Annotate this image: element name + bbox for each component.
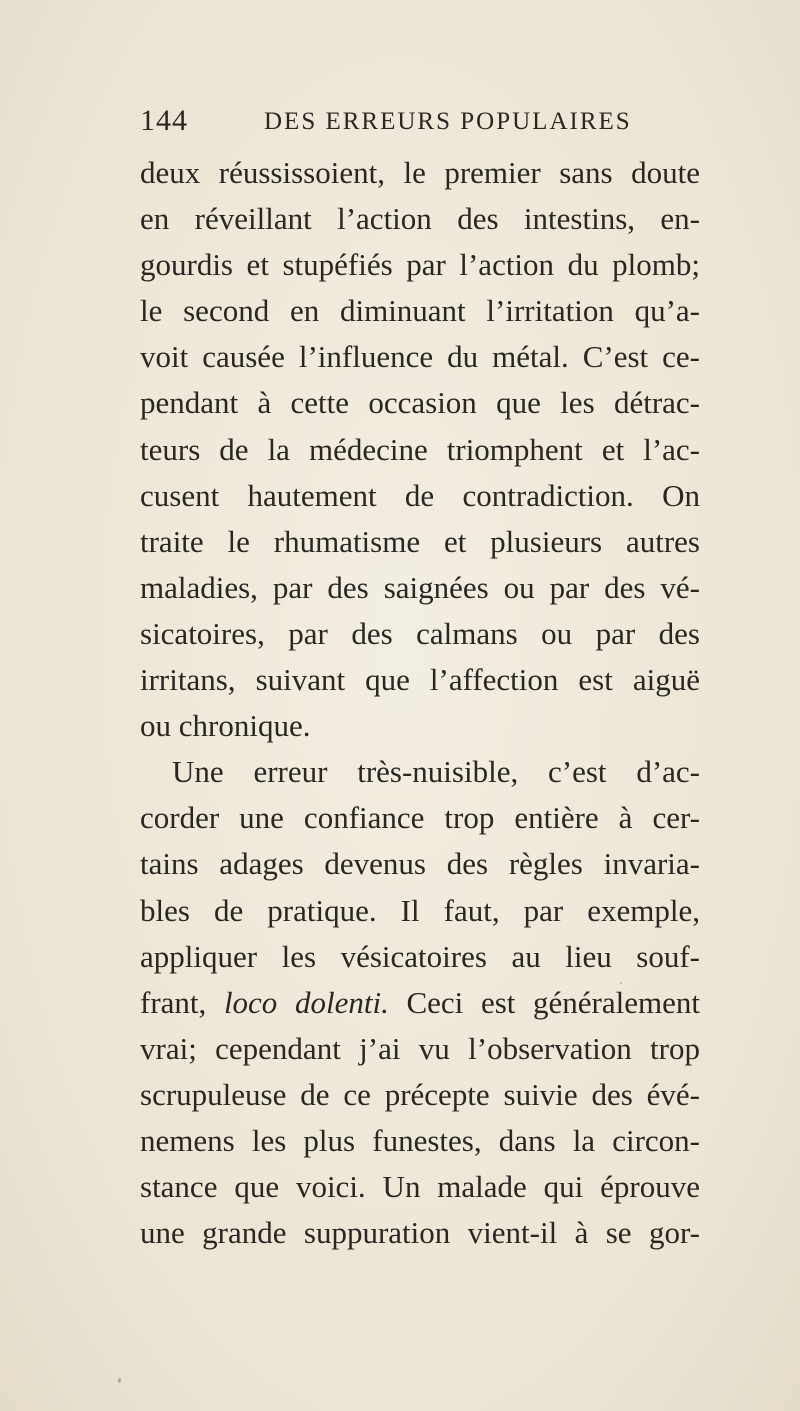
text-line: ou chronique. [140, 708, 311, 744]
paper-speck [118, 1378, 121, 1383]
running-title: DES ERREURS POPULAIRES [264, 108, 632, 135]
text-line: traite le rhumatisme et plusieurs autres [140, 523, 700, 559]
body-text [140, 150, 700, 1256]
text-line: pendant à cette occasion que les détrac- [140, 385, 700, 421]
text-line: gourdis et stupéfiés par l’action du plomb; [140, 247, 700, 283]
text-line: appliquer les vésicatoires au lieu souf- [140, 938, 700, 974]
running-head [140, 104, 680, 144]
text-line: bles de pratique. Il faut, par exemple, [140, 892, 700, 928]
text-line: en réveillant l’action des intestins, en- [140, 201, 700, 237]
text-line: une grande suppuration vient-il à se gor- [140, 1215, 700, 1251]
text-line: voit causée l’influence du métal. C’est ce- [140, 339, 700, 375]
text-line: stance que voici. Un malade qui éprouve [140, 1169, 700, 1205]
text-line: teurs de la médecine triomphent et l’ac- [140, 431, 700, 467]
text-line: corder une confiance trop entière à cer- [140, 800, 700, 836]
text-line: deux réussissoient, le premier sans doute [140, 155, 700, 190]
text-line: Une erreur très-nuisible, c’est d’ac- [172, 754, 700, 790]
text-line: cusent hautement de contradiction. On [140, 477, 700, 513]
paper-speck [620, 982, 622, 984]
text-line-with-italic [140, 980, 700, 1026]
text-line: le second en diminuant l’irritation qu’a- [140, 293, 700, 329]
text-line: nemens les plus funestes, dans la circon- [140, 1122, 700, 1158]
text-line: scrupuleuse de ce précepte suivie des évé- [140, 1076, 700, 1112]
text-line: sicatoires, par des calmans ou par des [140, 615, 700, 651]
text-line: maladies, par des saignées ou par des vé- [140, 569, 700, 605]
text-line: vrai; cependant j’ai vu l’observation trop [140, 1030, 700, 1066]
text-segment: frant, [140, 984, 224, 1020]
text-line: tains adages devenus des règles invaria- [140, 846, 700, 882]
italic-phrase: loco dolenti. [223, 984, 389, 1020]
text-segment: Ceci est généralement [388, 984, 700, 1020]
text-line: irritans, suivant que l’affection est aiguë [140, 662, 700, 698]
page-number: 144 [140, 104, 188, 137]
